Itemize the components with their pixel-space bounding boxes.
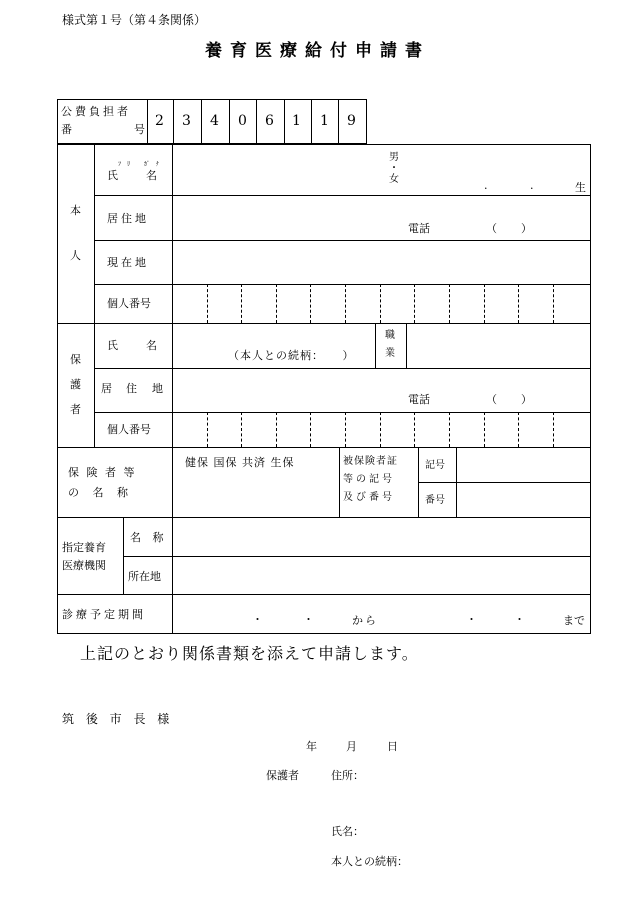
date-year: 年	[306, 740, 317, 753]
insured-label: 及び番号	[343, 492, 395, 503]
period-label: 診療予定期間	[62, 608, 146, 621]
guardian-section-label: 護	[70, 378, 81, 391]
dob-separator: .	[484, 179, 488, 192]
guardian-name-label: 名	[146, 339, 157, 352]
date-month: 月	[346, 740, 357, 753]
burden-digit: 1	[292, 113, 301, 129]
period-dot: ・	[252, 613, 263, 626]
sign-name: 氏名：	[331, 825, 364, 838]
paren-open: （	[486, 222, 497, 235]
period-dot: ・	[514, 613, 525, 626]
person-name-label: 氏	[107, 169, 118, 182]
institution-name-label: 名 称	[130, 531, 168, 544]
form-title: 養育医療給付申請書	[205, 41, 430, 61]
addressee: 筑 後 市 長 様	[62, 712, 174, 726]
insurer-label: の 名 称	[68, 486, 133, 499]
guardian-section-label: 者	[70, 403, 81, 416]
guardian-section-label: 保	[70, 353, 81, 366]
guardian-phone-label: 電話	[408, 393, 430, 406]
person-residence-label: 居住地	[107, 212, 149, 225]
name-ruby: ﾌﾘ ｶﾞﾅ	[118, 161, 165, 168]
sign-address: 住所：	[331, 769, 364, 782]
insurance-types[interactable]: 健保 国保 共済 生保	[185, 456, 295, 469]
institution-address-label: 所在地	[128, 570, 161, 583]
paren-close: ）	[521, 393, 532, 406]
guardian-residence-label: 居	[101, 382, 112, 395]
guardian-residence-label: 住	[126, 382, 137, 395]
burden-digit: 3	[182, 113, 191, 129]
sex-dot: ・	[389, 163, 399, 174]
burden-label: 公費負担者	[61, 105, 131, 118]
guardian-residence-label: 地	[152, 382, 163, 395]
statement: 上記のとおり関係書類を添えて申請します。	[80, 644, 419, 663]
person-phone-label: 電話	[408, 222, 430, 235]
period-to: まで	[563, 614, 585, 627]
person-section-label: 人	[70, 249, 81, 262]
date-day: 日	[387, 740, 398, 753]
relation-text: （本人との続柄： ）	[228, 349, 355, 362]
insured-label: 被保険者証	[343, 456, 398, 467]
paren-close: ）	[521, 222, 532, 235]
dob-suffix: 生	[575, 181, 586, 194]
burden-label-ban: 番	[61, 123, 72, 136]
institution-label: 指定養育	[62, 541, 106, 554]
person-section-label: 本	[70, 204, 81, 217]
period-dot: ・	[466, 613, 477, 626]
form-number: 様式第１号（第４条関係）	[62, 13, 207, 27]
burden-label-go: 号	[134, 123, 145, 136]
insured-label: 等の記号	[343, 474, 395, 485]
institution-label: 医療機関	[62, 559, 106, 572]
period-dot: ・	[303, 613, 314, 626]
person-name-label: 名	[146, 169, 157, 182]
burden-digit: 4	[210, 113, 219, 129]
job-label: 業	[385, 348, 395, 359]
sex-male[interactable]: 男	[389, 152, 399, 163]
period-from: から	[352, 614, 378, 627]
person-id-label: 個人番号	[107, 297, 151, 310]
dob-separator: .	[530, 179, 534, 192]
burden-digit: 0	[238, 113, 247, 129]
sign-relation: 本人との続柄：	[331, 855, 408, 868]
guardian-name-label: 氏	[107, 339, 118, 352]
job-label: 職	[385, 330, 395, 341]
paren-open: （	[486, 393, 497, 406]
number-label: 番号	[425, 495, 445, 506]
burden-digit: 1	[320, 113, 329, 129]
burden-digit: 2	[155, 113, 164, 129]
person-current-label: 現在地	[107, 256, 149, 269]
burden-digit: 9	[347, 113, 356, 129]
symbol-label: 記号	[425, 460, 445, 471]
guardian-id-label: 個人番号	[107, 423, 151, 436]
burden-digit: 6	[265, 113, 274, 129]
sign-guardian: 保護者	[266, 769, 299, 782]
sex-female[interactable]: 女	[389, 174, 399, 185]
insurer-label: 保 険 者 等	[68, 466, 137, 479]
